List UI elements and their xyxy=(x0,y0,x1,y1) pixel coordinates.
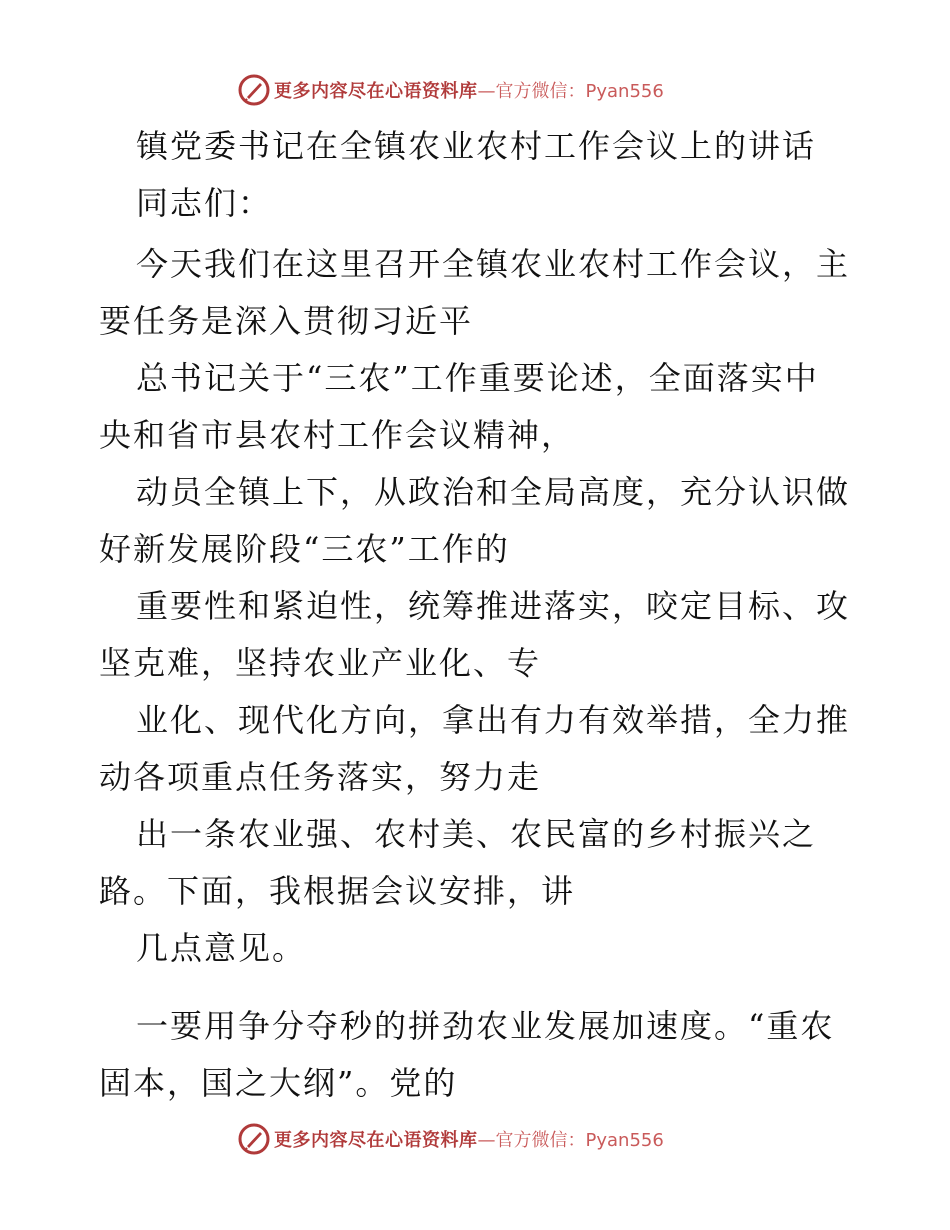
body-line: 固本，国之大纲”。党的 xyxy=(99,1064,458,1102)
body-line: 一要用争分夺秒的拼劲农业发展加速度。“重农 xyxy=(136,1007,835,1045)
body-line: 总书记关于“三农”工作重要论述，全面落实中 xyxy=(136,359,819,397)
salutation: 同志们： xyxy=(136,184,273,222)
header-banner-main-text: 更多内容尽在心语资料库 xyxy=(274,81,478,102)
footer-banner-main-text: 更多内容尽在心语资料库 xyxy=(274,1130,478,1151)
body-line: 几点意见。 xyxy=(136,929,307,967)
footer-banner xyxy=(238,1121,664,1157)
body-line: 央和省市县农村工作会议精神， xyxy=(99,416,576,454)
body-line: 动各项重点任务落实，努力走 xyxy=(99,758,542,796)
document-title: 镇党委书记在全镇农业农村工作会议上的讲话 xyxy=(136,127,817,165)
header-banner xyxy=(238,72,664,108)
red-quill-seal-icon xyxy=(238,74,270,106)
body-line: 要任务是深入贯彻习近平 xyxy=(99,302,474,340)
body-line: 动员全镇上下，从政治和全局高度，充分认识做 xyxy=(136,473,851,511)
body-line: 业化、现代化方向，拿出有力有效举措，全力推 xyxy=(136,701,851,739)
header-banner-sub-text: —官方微信：Pyan556 xyxy=(477,81,664,102)
body-line: 好新发展阶段“三农”工作的 xyxy=(99,530,510,568)
body-line: 坚克难，坚持农业产业化、专 xyxy=(99,644,542,682)
body-line: 出一条农业强、农村美、农民富的乡村振兴之 xyxy=(136,815,817,853)
body-line: 今天我们在这里召开全镇农业农村工作会议，主 xyxy=(136,245,851,283)
footer-banner-sub-text: —官方微信：Pyan556 xyxy=(477,1130,664,1151)
body-line: 重要性和紧迫性，统筹推进落实，咬定目标、攻 xyxy=(136,587,851,625)
body-line: 路。下面，我根据会议安排，讲 xyxy=(99,872,576,910)
red-quill-seal-icon xyxy=(238,1123,270,1155)
